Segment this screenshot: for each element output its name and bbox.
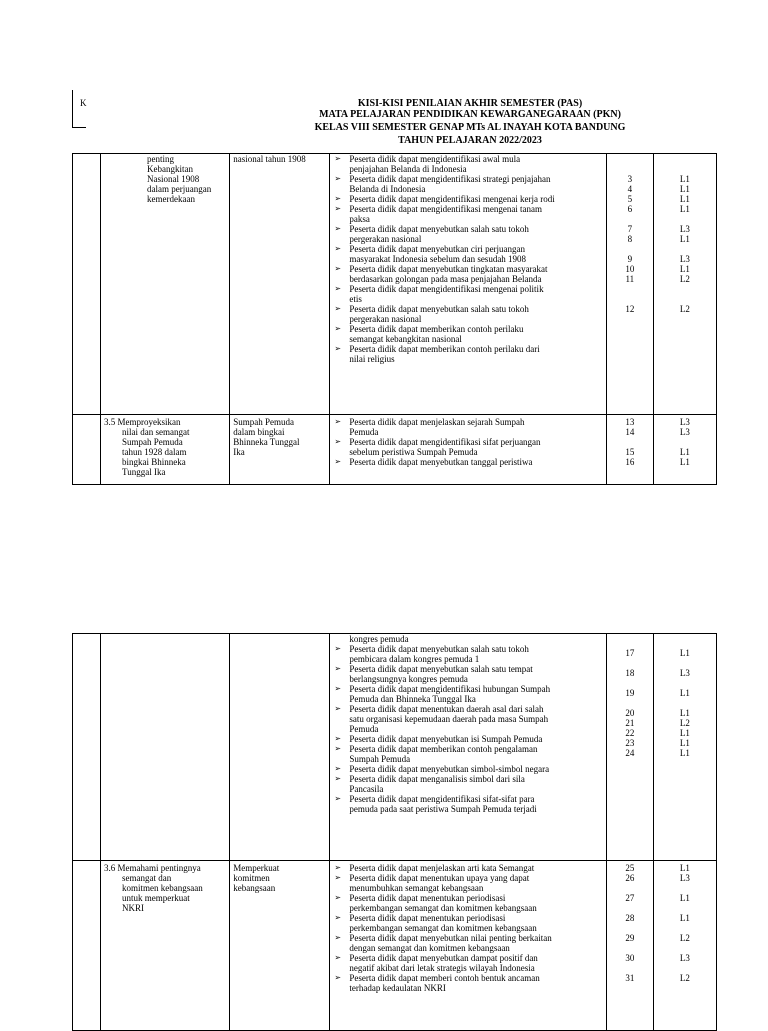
cell-line: L1 bbox=[679, 913, 690, 923]
level-cell bbox=[653, 154, 716, 415]
cell-line: 27 bbox=[625, 893, 635, 903]
cell-line: L1 bbox=[679, 688, 690, 698]
materi-text bbox=[233, 863, 327, 893]
indicator-cell bbox=[330, 415, 606, 485]
cell-line: Sumpah Pemuda bbox=[233, 417, 294, 427]
cell-line: 12 bbox=[625, 304, 635, 314]
indicator-item-continued: masyarakat Indonesia sebelum dan sesudah 1908 bbox=[349, 254, 527, 264]
cell-line bbox=[654, 294, 716, 304]
cell-line: Bhinneka Tunggal bbox=[233, 437, 300, 447]
cell-line bbox=[654, 638, 716, 648]
kd-cell bbox=[101, 415, 230, 485]
cell-line: L2 bbox=[679, 973, 690, 983]
cell-line: 20 bbox=[625, 708, 635, 718]
indicator-item: ➢ Peserta didik dapat menjelaskan sejarah Sumpah bbox=[334, 417, 605, 427]
cell-line: L1 bbox=[679, 447, 690, 457]
materi-text bbox=[233, 417, 327, 457]
indicator-list bbox=[330, 634, 605, 644]
cell-line: bingkai Bhinneka bbox=[122, 457, 186, 467]
cell-line bbox=[607, 943, 653, 953]
cell-line bbox=[607, 903, 653, 913]
cell-line: komitmen bbox=[233, 873, 270, 883]
cell-line: nilai dan semangat bbox=[122, 427, 190, 437]
level-list bbox=[654, 417, 716, 467]
table-row bbox=[73, 154, 717, 415]
indicator-item-continued: dengan semangat dan komitmen kebangsaan bbox=[349, 943, 510, 953]
materi-cell bbox=[230, 634, 330, 861]
cell-line: L1 bbox=[679, 457, 690, 467]
cell-line: 30 bbox=[625, 953, 635, 963]
cell-line: 6 bbox=[627, 204, 633, 214]
cell-line: 22 bbox=[625, 728, 635, 738]
cell-line: 8 bbox=[627, 234, 633, 244]
no-cell bbox=[73, 861, 101, 1031]
kd-cell bbox=[101, 634, 230, 861]
indicator-item: ➢ Peserta didik dapat menyebutkan salah satu tokoh bbox=[334, 644, 605, 654]
indicator-item: ➢ Peserta didik dapat mengidentifikasi awal mula bbox=[334, 154, 605, 164]
cell-line: L1 bbox=[679, 893, 690, 903]
cell-line: L3 bbox=[679, 427, 690, 437]
cell-line: 17 bbox=[625, 648, 635, 658]
header-fragment-letter: K bbox=[80, 98, 87, 108]
cell-line: L1 bbox=[679, 863, 690, 873]
cell-line: L1 bbox=[679, 184, 690, 194]
cell-line: nasional tahun 1908 bbox=[233, 154, 306, 164]
indicator-item-continued: sebelum peristiwa Sumpah Pemuda bbox=[349, 447, 478, 457]
cell-line bbox=[607, 164, 653, 174]
cell-line: L1 bbox=[679, 204, 690, 214]
title-line-3: KELAS VIII SEMESTER GENAP MTs AL INAYAH KOTA BANDUNG bbox=[314, 122, 626, 133]
indicator-item: ➢ Peserta didik dapat mengidentifikasi mengenai politik bbox=[334, 284, 605, 294]
cell-line: 10 bbox=[625, 264, 635, 274]
cell-line: 7 bbox=[627, 224, 633, 234]
cell-line bbox=[607, 963, 653, 973]
indicator-item-continued: perkembangan semangat dan komitmen kebangsaan bbox=[349, 923, 537, 933]
cell-line: 28 bbox=[625, 913, 635, 923]
cell-line bbox=[607, 284, 653, 294]
indicator-item-continued: semangat kebangkitan nasional bbox=[349, 334, 462, 344]
indicator-item-continued: negatif akibat dari letak strategis wilayah Indonesia bbox=[349, 963, 535, 973]
indicator-item: ➢ Peserta didik dapat menyebutkan salah satu tempat bbox=[334, 664, 605, 674]
cell-line: 5 bbox=[627, 194, 633, 204]
indicator-item: ➢ Peserta didik dapat menentukan daerah asal dari salah bbox=[334, 704, 605, 714]
cell-line: L1 bbox=[679, 748, 690, 758]
cell-line: L3 bbox=[679, 953, 690, 963]
cell-line: 26 bbox=[625, 873, 635, 883]
cell-line: L3 bbox=[679, 224, 690, 234]
cell-line: 9 bbox=[627, 254, 633, 264]
indicator-item: ➢ Peserta didik dapat memberi contoh bentuk ancaman bbox=[334, 973, 605, 983]
indicator-item: ➢ Peserta didik dapat mengidentifikasi sifat perjuangan bbox=[334, 437, 605, 447]
kd-text bbox=[104, 417, 227, 477]
indicator-cell bbox=[330, 154, 606, 415]
no-cell bbox=[73, 634, 101, 861]
cell-line bbox=[654, 883, 716, 893]
cell-line: 14 bbox=[625, 427, 635, 437]
indicator-item-continued: pergerakan nasional bbox=[349, 314, 422, 324]
cell-line: L2 bbox=[679, 274, 690, 284]
cell-line: penting bbox=[147, 154, 175, 164]
indicator-item-continued: pergerakan nasional bbox=[349, 234, 422, 244]
materi-text bbox=[233, 154, 327, 164]
cell-line: 29 bbox=[625, 933, 635, 943]
header-table-fragment bbox=[72, 90, 86, 128]
cell-line: Tunggal Ika bbox=[122, 467, 166, 477]
cell-line: L2 bbox=[679, 933, 690, 943]
cell-line: 21 bbox=[625, 718, 635, 728]
kd-rest bbox=[104, 873, 227, 913]
indicator-item: ➢ Peserta didik dapat menyebutkan isi Sumpah Pemuda bbox=[334, 734, 605, 744]
cell-line: Ika bbox=[233, 447, 245, 457]
indicator-item: ➢ Peserta didik dapat menentukan periodisasi bbox=[334, 913, 605, 923]
cell-line bbox=[654, 963, 716, 973]
kisi-kisi-table-page-2 bbox=[72, 633, 717, 1031]
indicator-cell bbox=[330, 861, 606, 1031]
indicator-item: ➢ Peserta didik dapat menjelaskan arti kata Semangat bbox=[334, 863, 605, 873]
cell-line: L3 bbox=[679, 254, 690, 264]
cell-line: 15 bbox=[625, 447, 635, 457]
kd-first-line: Memproyeksikan bbox=[117, 417, 181, 427]
cell-line bbox=[654, 244, 716, 254]
number-cell bbox=[606, 154, 653, 415]
materi-cell bbox=[230, 861, 330, 1031]
cell-line: dalam perjuangan bbox=[147, 184, 212, 194]
cell-line: L2 bbox=[679, 718, 690, 728]
number-cell bbox=[606, 415, 653, 485]
number-cell bbox=[606, 861, 653, 1031]
cell-line bbox=[654, 698, 716, 708]
indicator-item: ➢ Peserta didik dapat mengidentifikasi hubungan Sumpah bbox=[334, 684, 605, 694]
number-list bbox=[607, 638, 653, 758]
cell-line: 19 bbox=[625, 688, 635, 698]
cell-line bbox=[607, 883, 653, 893]
indicator-item-continued: Pemuda bbox=[349, 724, 379, 734]
indicator-cell bbox=[330, 634, 606, 861]
title-line-1: KISI-KISI PENILAIAN AKHIR SEMESTER (PAS) bbox=[357, 98, 583, 109]
number-list bbox=[607, 417, 653, 467]
cell-line: Kebangkitan bbox=[147, 164, 194, 174]
indicator-item-continued: paksa bbox=[349, 214, 370, 224]
cell-line: semangat dan bbox=[122, 873, 172, 883]
cell-line bbox=[654, 214, 716, 224]
cell-line bbox=[607, 698, 653, 708]
header-bottom-border bbox=[72, 127, 86, 128]
materi-cell bbox=[230, 154, 330, 415]
cell-line: L1 bbox=[679, 194, 690, 204]
level-cell bbox=[653, 861, 716, 1031]
cell-line bbox=[607, 923, 653, 933]
indicator-list bbox=[330, 154, 605, 364]
indicator-item: ➢ Peserta didik dapat mengidentifikasi mengenai kerja rodi bbox=[334, 194, 605, 204]
cell-line bbox=[654, 437, 716, 447]
cell-line: 31 bbox=[625, 973, 635, 983]
cell-line: untuk memperkuat bbox=[122, 893, 190, 903]
indicator-item-continued: Pemuda dan Bhinneka Tunggal Ika bbox=[349, 694, 476, 704]
level-list bbox=[654, 863, 716, 983]
kd-text bbox=[104, 863, 227, 913]
indicator-item: ➢ Peserta didik dapat menyebutkan nilai penting berkaitan bbox=[334, 933, 605, 943]
cell-line bbox=[607, 244, 653, 254]
cell-line: Sumpah Pemuda bbox=[122, 437, 183, 447]
cell-line: L1 bbox=[679, 264, 690, 274]
cell-line: dalam bingkai bbox=[233, 427, 285, 437]
indicator-item-continued: penjajahan Belanda di Indonesia bbox=[349, 164, 467, 174]
cell-line: tahun 1928 dalam bbox=[122, 447, 187, 457]
materi-cell bbox=[230, 415, 330, 485]
indicator-item-continued: etis bbox=[349, 294, 362, 304]
cell-line bbox=[654, 658, 716, 668]
kd-cell bbox=[101, 154, 230, 415]
cell-line: 23 bbox=[625, 738, 635, 748]
level-list bbox=[654, 164, 716, 314]
cell-line: NKRI bbox=[122, 903, 145, 913]
indicator-item-continued: Sumpah Pemuda bbox=[349, 754, 411, 764]
cell-line: Nasional 1908 bbox=[147, 174, 200, 184]
level-cell bbox=[653, 415, 716, 485]
cell-line bbox=[654, 678, 716, 688]
indicator-item-continued: perkembangan semangat dan komitmen kebangsaan bbox=[349, 903, 537, 913]
no-cell bbox=[73, 154, 101, 415]
number-list bbox=[607, 863, 653, 983]
cell-line bbox=[607, 437, 653, 447]
number-list bbox=[607, 164, 653, 314]
cell-line: 16 bbox=[625, 457, 635, 467]
cell-line: L1 bbox=[679, 708, 690, 718]
indicator-item: ➢ Peserta didik dapat memberikan contoh perilaku dari bbox=[334, 344, 605, 354]
cell-line bbox=[607, 678, 653, 688]
title-line-4: TAHUN PELAJARAN 2022/2023 bbox=[398, 135, 542, 146]
cell-line: L1 bbox=[679, 648, 690, 658]
cell-line: 18 bbox=[625, 668, 635, 678]
table-row bbox=[73, 861, 717, 1031]
indicator-item: ➢ Peserta didik dapat menyebutkan salah satu tokoh bbox=[334, 304, 605, 314]
title-line-2: MATA PELAJARAN PENDIDIKAN KEWARGANEGARAAN (PKN) bbox=[319, 109, 621, 120]
kd-text bbox=[147, 154, 227, 204]
cell-line: 24 bbox=[625, 748, 635, 758]
cell-line: 11 bbox=[625, 274, 635, 284]
indicator-item-continued: Pemuda bbox=[349, 427, 379, 437]
level-cell bbox=[653, 634, 716, 861]
indicator-list bbox=[330, 863, 605, 993]
indicator-continuation: kongres pemuda bbox=[349, 634, 409, 644]
header-left-border bbox=[72, 90, 73, 128]
indicator-item: ➢ Peserta didik dapat mengidentifikasi strategi penjajahan bbox=[334, 174, 605, 184]
cell-line: L1 bbox=[679, 738, 690, 748]
table-row bbox=[73, 634, 717, 861]
indicator-item: ➢ Peserta didik dapat memberikan contoh pengalaman bbox=[334, 744, 605, 754]
indicator-item: ➢ Peserta didik dapat memberikan contoh perilaku bbox=[334, 324, 605, 334]
no-cell bbox=[73, 415, 101, 485]
cell-line: kemerdekaan bbox=[147, 194, 196, 204]
cell-line bbox=[607, 638, 653, 648]
kisi-kisi-table-page-1 bbox=[72, 153, 717, 485]
indicator-item-continued: satu organisasi kepemudaan daerah pada masa Sumpah bbox=[349, 714, 549, 724]
level-list bbox=[654, 638, 716, 758]
cell-line: kebangsaan bbox=[233, 883, 276, 893]
indicator-item-continued: terhadap kedaulatan NKRI bbox=[349, 983, 446, 993]
cell-line: 3 bbox=[627, 174, 633, 184]
cell-line: L1 bbox=[679, 728, 690, 738]
kd-rest bbox=[104, 427, 227, 477]
kd-code: 3.5 bbox=[104, 417, 116, 427]
cell-line: 13 bbox=[625, 417, 635, 427]
kd-cell bbox=[101, 861, 230, 1031]
indicator-item: ➢ Peserta didik dapat menyebutkan salah satu tokoh bbox=[334, 224, 605, 234]
indicator-item: ➢ Peserta didik dapat menyebutkan simbol-simbol negara bbox=[334, 764, 605, 774]
cell-line: 25 bbox=[625, 863, 635, 873]
cell-line bbox=[654, 923, 716, 933]
indicator-item: ➢ Peserta didik dapat mengidentifikasi mengenai tanam bbox=[334, 204, 605, 214]
cell-line: L1 bbox=[679, 234, 690, 244]
table-row bbox=[73, 415, 717, 485]
indicator-item: ➢ Peserta didik dapat menentukan upaya yang dapat bbox=[334, 873, 605, 883]
indicator-item-continued: berlangsungnya kongres pemuda bbox=[349, 674, 468, 684]
cell-line bbox=[607, 214, 653, 224]
indicator-item-continued: menumbuhkan semangat kebangsaan bbox=[349, 883, 484, 893]
cell-line: L3 bbox=[679, 417, 690, 427]
cell-line: L3 bbox=[679, 668, 690, 678]
cell-line bbox=[654, 284, 716, 294]
cell-line bbox=[654, 903, 716, 913]
cell-line: L3 bbox=[679, 873, 690, 883]
indicator-item-continued: Belanda di Indonesia bbox=[349, 184, 426, 194]
indicator-item-continued: pemuda pada saat peristiwa Sumpah Pemuda terjadi bbox=[349, 804, 537, 814]
cell-line: 4 bbox=[627, 184, 633, 194]
indicator-item: ➢ Peserta didik dapat menyebutkan dampat positif dan bbox=[334, 953, 605, 963]
cell-line: L2 bbox=[679, 304, 690, 314]
indicator-item: ➢ Peserta didik dapat menganalisis simbol dari sila bbox=[334, 774, 605, 784]
cell-line: komitmen kebangsaan bbox=[122, 883, 203, 893]
indicator-item-continued: Pancasila bbox=[349, 784, 384, 794]
indicator-item: ➢ Peserta didik dapat menyebutkan tingkatan masyarakat bbox=[334, 264, 605, 274]
kd-code: 3.6 bbox=[104, 863, 116, 873]
indicator-list bbox=[330, 644, 605, 814]
cell-line: Memperkuat bbox=[233, 863, 280, 873]
cell-line: L1 bbox=[679, 174, 690, 184]
indicator-item-continued: nilai religius bbox=[349, 354, 395, 364]
cell-line bbox=[607, 294, 653, 304]
cell-line bbox=[607, 658, 653, 668]
kd-first-line: Memahami pentingnya bbox=[117, 863, 201, 873]
indicator-item: ➢ Peserta didik dapat menyebutkan tanggal peristiwa bbox=[334, 457, 605, 467]
indicator-item-continued: berdasarkan golongan pada masa penjajahan Belanda bbox=[349, 274, 542, 284]
cell-line bbox=[654, 943, 716, 953]
indicator-item: ➢ Peserta didik dapat menentukan periodisasi bbox=[334, 893, 605, 903]
indicator-item: ➢ Peserta didik dapat menyebutkan ciri perjuangan bbox=[334, 244, 605, 254]
indicator-list bbox=[330, 417, 605, 467]
indicator-item: ➢ Peserta didik dapat mengidentifikasi sifat-sifat para bbox=[334, 794, 605, 804]
indicator-item-continued: pembicara dalam kongres pemuda 1 bbox=[349, 654, 480, 664]
cell-line bbox=[654, 164, 716, 174]
number-cell bbox=[606, 634, 653, 861]
